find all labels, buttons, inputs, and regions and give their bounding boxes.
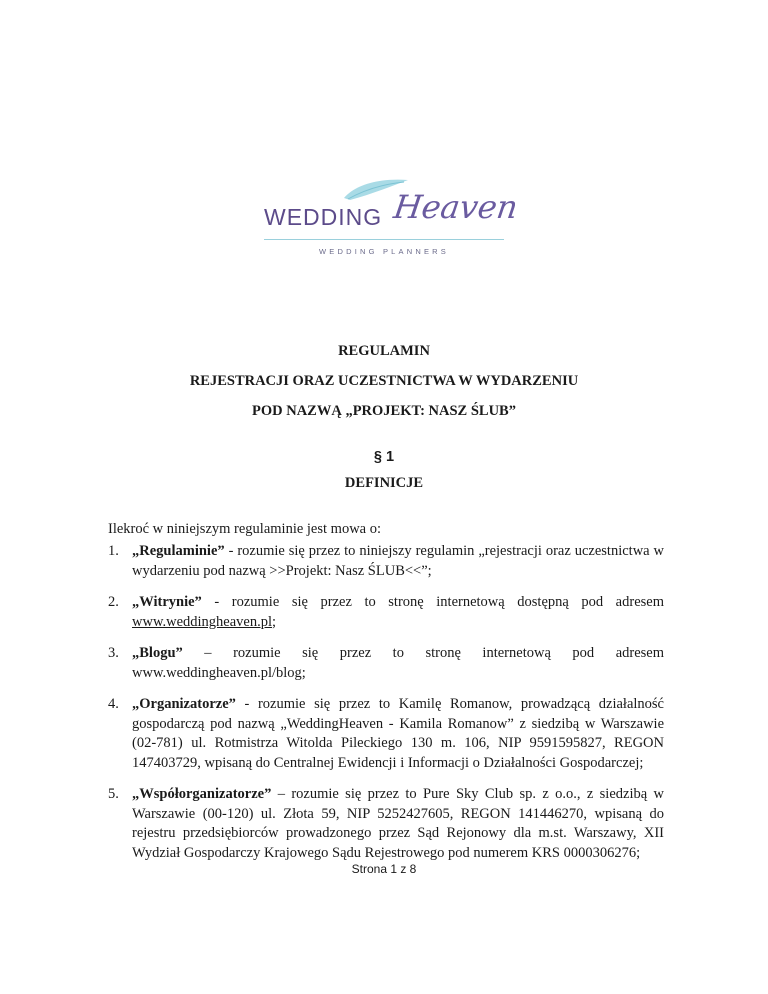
document-subtitle-line2: POD NAZWĄ „PROJEKT: NASZ ŚLUB” bbox=[252, 403, 516, 419]
blog-address: www.weddingheaven.pl/blog; bbox=[132, 664, 306, 681]
logo-subtitle: WEDDING PLANNERS bbox=[319, 247, 449, 256]
list-item bbox=[108, 542, 664, 581]
definition-text: – rozumie się przez to stronę internetową pod adresem bbox=[182, 645, 664, 661]
page-number: Strona 1 z 8 bbox=[351, 862, 417, 876]
website-link[interactable]: www.weddingheaven.pl bbox=[132, 613, 272, 630]
list-item bbox=[108, 644, 664, 683]
definitions-list bbox=[108, 542, 664, 875]
section-title: DEFINICJE bbox=[344, 475, 424, 491]
document-subtitle-line1: REJESTRACJI ORAZ UCZESTNICTWA W WYDARZENIU bbox=[189, 373, 579, 389]
definition-text: - rozumie się przez to stronę internetową dostępną pod adresem bbox=[201, 594, 664, 610]
document-title: REGULAMIN bbox=[338, 343, 430, 359]
company-logo bbox=[258, 176, 521, 260]
definition-text: – rozumie się przez to Pure Sky Club sp. z o.o., z siedzibą w Warszawie (00-120) ul. Złota 59, NIP 5252427605, REGON 141446270, wpisaną do rejestru przedsiębiorców prowadzonego przez Sąd Rejonowy dla m.st. Warszawy, XII Wydział Gospodarczy Krajowego Sądu Rejestrowego pod numerem KRS 0000306276; bbox=[132, 786, 664, 861]
definition-text: - rozumie się przez to Kamilę Romanow, prowadzącą działalność gospodarczą pod nazwą „WeddingHeaven - Kamila Romanow” z siedzibą w Warszawie (02-781) ul. Rotmistrza Witolda Pileckiego 130 m. 106, NIP 9591595827, REGON 147403729, wpisaną do Centralnej Ewidencji i Informacji o Działalności Gospodarczej; bbox=[132, 696, 664, 771]
list-item bbox=[108, 785, 664, 863]
defined-term: „Współorganizatorze” bbox=[132, 786, 272, 802]
list-item bbox=[108, 593, 664, 632]
defined-term: „Organizatorze” bbox=[132, 696, 236, 712]
section-symbol: § 1 bbox=[373, 449, 395, 465]
defined-term: „Witrynie” bbox=[132, 594, 202, 610]
item-number: 4. bbox=[108, 696, 119, 712]
logo-word: WEDDING bbox=[264, 204, 383, 230]
item-number: 5. bbox=[108, 786, 119, 802]
item-number: 1. bbox=[108, 543, 119, 559]
item-number: 2. bbox=[108, 594, 119, 610]
item-number: 3. bbox=[108, 645, 119, 661]
list-item bbox=[108, 695, 664, 773]
intro-text: Ilekroć w niniejszym regulaminie jest mowa o: bbox=[108, 521, 382, 537]
defined-term: „Blogu” bbox=[132, 645, 183, 661]
logo-script: Heaven bbox=[391, 188, 521, 226]
definition-text: - rozumie się przez to niniejszy regulamin „rejestracji oraz uczestnictwa w wydarzeniu pod nazwą >>Projekt: Nasz ŚLUB<<”; bbox=[132, 543, 664, 579]
defined-term: „Regulaminie” bbox=[132, 543, 225, 559]
definition-text: ; bbox=[272, 613, 277, 630]
logo-divider bbox=[264, 239, 504, 240]
